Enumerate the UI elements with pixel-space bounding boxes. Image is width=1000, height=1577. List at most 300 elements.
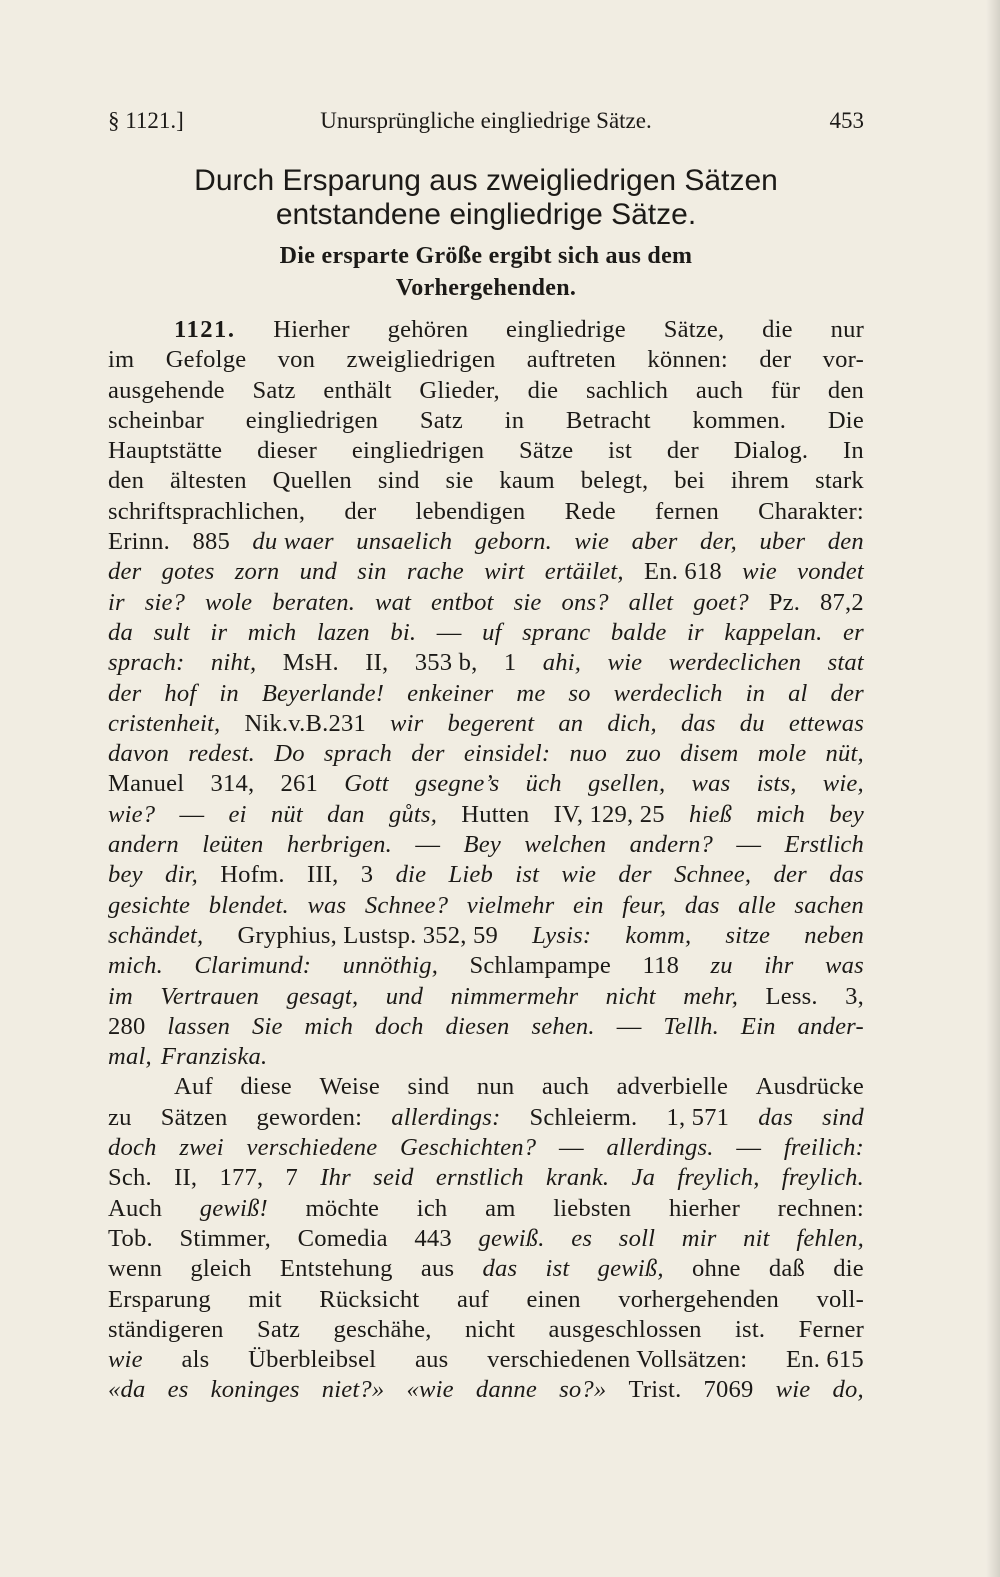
word: dich, xyxy=(607,709,657,737)
text-line xyxy=(108,406,864,436)
page-edge-shadow xyxy=(986,0,1000,1577)
word: 118 xyxy=(642,952,680,980)
text-line xyxy=(108,1254,864,1284)
word: was xyxy=(691,770,731,798)
word: — xyxy=(736,1134,762,1162)
subtitle-line-2: Vorhergehenden. xyxy=(395,275,577,301)
word: davon xyxy=(108,740,170,768)
word: ich xyxy=(416,1194,448,1222)
word: schriftsprachlichen, xyxy=(108,497,306,525)
word: 885 xyxy=(192,528,230,556)
word: ir xyxy=(108,588,125,616)
text-line xyxy=(108,648,864,678)
word: gsellen, xyxy=(587,770,666,798)
word: wie xyxy=(775,1376,811,1404)
word: unnöthig, xyxy=(342,952,439,980)
word: sachen xyxy=(794,891,864,919)
word: Franziska. xyxy=(160,1043,268,1071)
word: MsH. xyxy=(282,649,339,677)
word: der xyxy=(618,861,652,889)
word: fernen xyxy=(655,497,720,525)
word: 3, xyxy=(845,982,864,1010)
word: als xyxy=(181,1346,210,1374)
word: ei xyxy=(228,800,247,828)
word: Gryphius, Lustsp. 352, 59 xyxy=(237,921,498,949)
word: gotes xyxy=(161,558,215,586)
word: ist xyxy=(608,437,632,465)
word: bey xyxy=(108,861,143,889)
word: seid xyxy=(373,1164,414,1192)
word: disem xyxy=(680,740,739,768)
text-line xyxy=(108,951,864,981)
word: wie xyxy=(574,528,610,556)
chapter-title xyxy=(108,164,864,232)
word: aber xyxy=(631,528,678,556)
word: es xyxy=(571,1224,593,1252)
word: eingliedrigen xyxy=(351,437,485,465)
word: ettewas xyxy=(788,709,864,737)
word: lebendigen xyxy=(415,497,526,525)
word: feur, xyxy=(622,891,667,919)
word: Quellen xyxy=(272,467,352,495)
word: der, xyxy=(699,528,737,556)
word: «wie xyxy=(406,1376,454,1404)
word: hieß xyxy=(688,800,733,828)
word: du waer xyxy=(252,528,334,556)
word: werdeclichen xyxy=(668,649,802,677)
word: Pz. xyxy=(768,588,801,616)
word: wie xyxy=(742,558,777,586)
word: im xyxy=(108,982,133,1010)
word: wole xyxy=(205,588,253,616)
word: Betracht xyxy=(565,406,651,434)
word: vielmehr xyxy=(466,891,555,919)
word: — xyxy=(179,800,205,828)
word: Die xyxy=(827,406,864,434)
word: möchte xyxy=(305,1194,380,1222)
word: das xyxy=(482,1255,518,1283)
word: mal, xyxy=(108,1043,152,1071)
word: sprach xyxy=(323,740,393,768)
word: redest. xyxy=(188,740,256,768)
word: doch xyxy=(108,1134,157,1162)
subtitle-line-1: Die ersparte Größe ergibt sich aus dem xyxy=(279,243,693,269)
word: zu xyxy=(108,1103,132,1131)
word: Schnee, xyxy=(674,861,752,889)
word: nicht xyxy=(464,1315,516,1343)
text-line xyxy=(108,527,864,557)
word: mehr, xyxy=(683,982,739,1010)
word: voll- xyxy=(816,1285,864,1313)
chapter-title-line-1: Durch Ersparung aus zweigliedrigen Sätzen xyxy=(194,164,778,197)
word: 353 b, xyxy=(414,649,478,677)
word: der xyxy=(666,437,699,465)
word: wir xyxy=(390,709,424,737)
word: Ausdrücke xyxy=(755,1073,864,1101)
word: nuo xyxy=(569,740,607,768)
word: beraten. xyxy=(272,588,356,616)
word: ältesten xyxy=(170,467,247,495)
text-line xyxy=(108,709,864,739)
word: sult xyxy=(153,618,190,646)
text-line xyxy=(108,1012,864,1042)
text-line xyxy=(108,1103,864,1133)
word: Clarimund: xyxy=(194,952,312,980)
word: sprach: xyxy=(108,649,185,677)
word: kommen. xyxy=(692,406,787,434)
text-line xyxy=(108,557,864,587)
word: das xyxy=(829,861,864,889)
text-line xyxy=(108,588,864,618)
word: stat xyxy=(827,649,864,677)
word: da xyxy=(108,618,133,646)
word: den xyxy=(827,376,864,404)
word: Vertrauen xyxy=(160,982,260,1010)
word: hierher xyxy=(668,1194,741,1222)
text-line xyxy=(108,739,864,769)
word: balde xyxy=(610,618,667,646)
word: hof xyxy=(164,679,197,707)
word: — xyxy=(616,1012,642,1040)
word: gewiß. xyxy=(478,1224,545,1252)
word: Sie xyxy=(251,1012,283,1040)
text-line xyxy=(108,1315,864,1345)
word: gewiß, xyxy=(597,1255,664,1283)
word: niet?» xyxy=(321,1376,385,1404)
word: zorn xyxy=(234,558,280,586)
word: können: xyxy=(647,346,728,374)
word: an xyxy=(558,709,584,737)
text-line xyxy=(108,466,864,496)
word: bei xyxy=(674,467,705,495)
word: nur xyxy=(830,316,864,343)
word: Erinn. xyxy=(108,528,170,556)
word: zwei xyxy=(179,1134,224,1162)
word: stark xyxy=(815,467,864,495)
word: Überbleibsel xyxy=(248,1346,377,1374)
word: einsidel: xyxy=(463,740,551,768)
word: nüt xyxy=(270,800,303,828)
text-line xyxy=(108,679,864,709)
text-line xyxy=(108,1042,864,1072)
word: Beyerlande! xyxy=(261,679,385,707)
word: enthält xyxy=(323,376,392,404)
word: — xyxy=(436,618,462,646)
word: Sätzen xyxy=(160,1103,228,1131)
word: geworden: xyxy=(256,1103,363,1131)
word: andern xyxy=(108,831,179,859)
word: die xyxy=(395,861,427,889)
word: Ferner xyxy=(798,1315,864,1343)
word: sie xyxy=(513,588,542,616)
word: blendet. xyxy=(208,891,289,919)
word: mich xyxy=(304,1012,354,1040)
text-line xyxy=(108,436,864,466)
text-line xyxy=(108,860,864,890)
word: liebsten xyxy=(553,1194,632,1222)
word: Hutten xyxy=(461,800,530,828)
word: es xyxy=(167,1376,189,1404)
word: Satz xyxy=(252,376,296,404)
word: sin xyxy=(357,558,387,586)
word: nimmermehr xyxy=(450,982,579,1010)
word: goet? xyxy=(693,588,749,616)
text-line xyxy=(108,315,864,345)
text-line xyxy=(108,497,864,527)
word: aus xyxy=(414,1346,449,1374)
word: Glieder, xyxy=(419,376,500,404)
word: koninges xyxy=(210,1376,300,1404)
text-line xyxy=(108,1285,864,1315)
text-line xyxy=(108,1194,864,1224)
word: En. 615 xyxy=(786,1346,864,1374)
word: III, xyxy=(307,861,339,889)
word: vor- xyxy=(822,346,864,374)
word: 177, xyxy=(219,1164,264,1192)
word: Sch. xyxy=(108,1164,152,1192)
word: du xyxy=(739,709,765,737)
word: 1, 571 xyxy=(666,1103,730,1131)
word: ohne xyxy=(692,1255,741,1283)
word: Ersparung xyxy=(108,1285,211,1313)
word: Sätze xyxy=(519,437,574,465)
word: Sätze, xyxy=(663,316,725,343)
word: ahi, xyxy=(542,649,582,677)
word: verschiedenen Vollsätzen: xyxy=(487,1346,748,1374)
word: von xyxy=(277,346,316,374)
word: Tob. xyxy=(108,1224,153,1252)
word: aus xyxy=(420,1255,455,1283)
word: ausgehende xyxy=(108,376,225,404)
word: ir xyxy=(210,618,228,646)
word: auch xyxy=(695,376,744,404)
word: das xyxy=(684,891,720,919)
word: nit xyxy=(743,1224,770,1252)
word: Erstlich xyxy=(784,831,864,859)
word: die xyxy=(762,316,793,343)
word: daß xyxy=(768,1255,806,1283)
word: der xyxy=(773,861,807,889)
text-line xyxy=(108,376,864,406)
word: auf xyxy=(456,1285,489,1313)
word: ertäilet, xyxy=(544,558,624,586)
text-line xyxy=(108,1163,864,1193)
word: der xyxy=(411,740,445,768)
word: der xyxy=(759,346,792,374)
word: mich xyxy=(756,800,805,828)
word: so xyxy=(568,679,591,707)
word: sehen. xyxy=(531,1012,595,1040)
word: Lieb xyxy=(448,861,494,889)
word: Weise xyxy=(319,1073,380,1101)
word: entbot xyxy=(431,588,494,616)
word: vorhergehenden xyxy=(618,1285,780,1313)
section-reference: § 1121.] xyxy=(108,108,184,133)
word: gůts, xyxy=(388,800,438,828)
word: Auch xyxy=(108,1194,163,1222)
word: eingliedrigen xyxy=(245,406,379,434)
word: soll xyxy=(618,1224,656,1252)
word: ausgeschlossen xyxy=(548,1315,702,1343)
word: rache xyxy=(406,558,464,586)
word: 1121. xyxy=(174,316,236,343)
word: vondet xyxy=(797,558,864,586)
word: spranc xyxy=(522,618,591,646)
word: 443 xyxy=(414,1224,452,1252)
word: Trist. xyxy=(628,1376,682,1404)
word: do, xyxy=(832,1376,864,1404)
running-title: Unursprüngliche eingliedrige Sätze. xyxy=(320,108,652,133)
word: eingliedrige xyxy=(506,316,626,343)
word: scheinbar xyxy=(108,406,205,434)
chapter-subtitle xyxy=(108,240,864,304)
running-head xyxy=(108,103,864,139)
word: lassen xyxy=(167,1012,231,1040)
word: geschähe, xyxy=(333,1315,432,1343)
text-line xyxy=(108,921,864,951)
word: gesagt, xyxy=(286,982,359,1010)
body-text xyxy=(108,315,864,1406)
word: zweigliedrigen xyxy=(346,346,496,374)
word: dir, xyxy=(165,861,198,889)
word: das xyxy=(758,1103,794,1131)
word: wenn xyxy=(108,1255,163,1283)
word: sie? xyxy=(144,588,186,616)
word: wie xyxy=(607,649,643,677)
word: Geschichten? xyxy=(400,1134,537,1162)
word: und xyxy=(299,558,338,586)
word: begerent xyxy=(447,709,535,737)
word: komm, xyxy=(625,921,692,949)
word: herbrigen. xyxy=(286,831,393,859)
word: mit xyxy=(248,1285,282,1313)
text-line xyxy=(108,830,864,860)
text-line xyxy=(108,1375,864,1405)
word: allerdings. xyxy=(606,1134,714,1162)
word: und xyxy=(385,982,424,1010)
word: Hauptstätte xyxy=(108,437,223,465)
word: al xyxy=(788,679,808,707)
word: alle xyxy=(738,891,776,919)
word: Rücksicht xyxy=(319,1285,420,1313)
word: 3 xyxy=(360,861,374,889)
word: für xyxy=(770,376,801,404)
word: ist. xyxy=(735,1315,766,1343)
word: leüten xyxy=(202,831,264,859)
word: nüt, xyxy=(825,740,864,768)
word: Comedia xyxy=(297,1224,388,1252)
word: II, xyxy=(365,649,389,677)
word: cristenheit, xyxy=(108,709,221,737)
word: Rede xyxy=(564,497,616,525)
word: gesichte xyxy=(108,891,191,919)
word: im xyxy=(108,346,135,374)
word: Gefolge xyxy=(165,346,247,374)
text-line xyxy=(108,891,864,921)
word: er xyxy=(843,618,864,646)
word: kappelan. xyxy=(724,618,823,646)
word: ernstlich xyxy=(435,1164,524,1192)
word: II, xyxy=(174,1164,198,1192)
word: einen xyxy=(526,1285,581,1313)
word: En. 618 xyxy=(643,558,722,586)
word: mir xyxy=(681,1224,717,1252)
word: Gott xyxy=(344,770,389,798)
word: den xyxy=(827,528,864,556)
word: schändet, xyxy=(108,921,204,949)
word: gleich xyxy=(190,1255,252,1283)
word: Tellh. xyxy=(663,1012,720,1040)
word: Schnee? xyxy=(364,891,449,919)
word: wie? xyxy=(108,800,156,828)
word: auftreten xyxy=(526,346,616,374)
word: mich xyxy=(247,618,297,646)
word: üch xyxy=(525,770,562,798)
text-line xyxy=(108,1072,864,1102)
word: Hofm. xyxy=(220,861,285,889)
word: den xyxy=(108,467,145,495)
word: allet xyxy=(628,588,674,616)
word: uber xyxy=(759,528,806,556)
word: Less. xyxy=(765,982,818,1010)
word: was xyxy=(825,952,864,980)
word: ander- xyxy=(797,1012,864,1040)
word: fehlen, xyxy=(796,1224,864,1252)
word: werdeclich xyxy=(613,679,723,707)
word: freylich, xyxy=(677,1164,760,1192)
word: 7069 xyxy=(703,1376,754,1404)
word: Stimmer, xyxy=(179,1224,271,1252)
chapter-title-line-2: entstandene eingliedrige Sätze. xyxy=(275,198,697,231)
text-line xyxy=(108,345,864,375)
word: der xyxy=(108,558,142,586)
word: sachlich xyxy=(585,376,669,404)
word: ir xyxy=(687,618,704,646)
word: rechnen: xyxy=(777,1194,864,1222)
text-line xyxy=(108,1224,864,1254)
word: wirt xyxy=(484,558,525,586)
word: wat xyxy=(374,588,412,616)
word: lazen xyxy=(316,618,370,646)
word: sind xyxy=(822,1103,864,1131)
word: nicht xyxy=(605,982,656,1010)
word: der xyxy=(344,497,377,525)
word: Schlampampe xyxy=(469,952,612,980)
word: geborn. xyxy=(474,528,552,556)
word: Manuel xyxy=(108,770,185,798)
word: die xyxy=(833,1255,864,1283)
word: sind xyxy=(377,467,420,495)
word: gewiß! xyxy=(199,1194,268,1222)
word: ein xyxy=(573,891,604,919)
word: in xyxy=(745,679,766,707)
word: 261 xyxy=(280,770,319,798)
word: doch xyxy=(375,1012,424,1040)
text-line xyxy=(108,769,864,799)
word: wie, xyxy=(822,770,864,798)
word: auch xyxy=(541,1073,590,1101)
word: belegt, xyxy=(580,467,649,495)
word: in xyxy=(219,679,239,707)
word: gsegne’s xyxy=(414,770,500,798)
word: — xyxy=(736,831,762,859)
word: Satz xyxy=(256,1315,301,1343)
word: dan xyxy=(327,800,365,828)
word: neben xyxy=(804,921,864,949)
word: ons? xyxy=(561,588,609,616)
word: wie xyxy=(561,861,597,889)
word: das xyxy=(680,709,716,737)
